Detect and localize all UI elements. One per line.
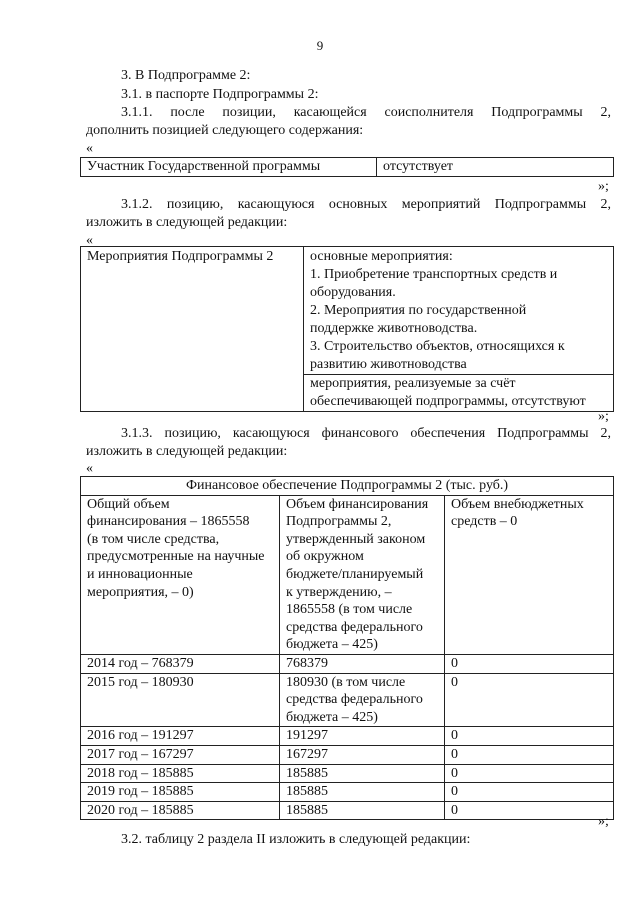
section-3-heading: 3. В Подпрограмме 2: (121, 68, 251, 83)
finance-year-budget-cell (280, 764, 445, 783)
finance-total-line: финансирования – 1865558 (87, 514, 250, 530)
finance-budget-line: бюджета – 425) (286, 637, 378, 653)
finance-year-cell: 2018 год – 185885 (81, 764, 280, 783)
section-3-1-2-text: 3.1.2. позицию, касающуюся основных мероприятий Подпрограммы 2, (121, 197, 611, 212)
activities-line: 1. Приобретение транспортных средств и (310, 267, 558, 282)
section-3-1-3-text: 3.1.3. позицию, касающуюся финансового обеспечения Подпрограммы 2, (121, 426, 611, 441)
finance-year-row (81, 745, 614, 764)
finance-year-budget-cell (280, 801, 445, 820)
finance-budget-line: к утверждению, – (286, 584, 392, 600)
open-quote: « (86, 233, 93, 248)
finance-budget-line: Объем финансирования (286, 496, 429, 512)
finance-year-cell: 2020 год – 185885 (81, 801, 280, 820)
finance-table (80, 476, 614, 820)
finance-total-line: и инновационные (87, 566, 193, 582)
finance-table-title: Финансовое обеспечение Подпрограммы 2 (тыс. руб.) (81, 477, 614, 496)
activities-table (80, 246, 614, 412)
finance-total-cell (81, 495, 280, 654)
activities-line: 2. Мероприятия по государственной (310, 303, 527, 318)
activities-extra-line: обеспечивающей подпрограммы, отсутствуют (310, 394, 586, 409)
finance-year-extra-cell: 0 (445, 673, 614, 727)
finance-year-row (81, 783, 614, 802)
finance-total-line: предусмотренные на научные (87, 549, 265, 565)
finance-year-extra-cell: 0 (445, 801, 614, 820)
finance-year-cell: 2017 год – 167297 (81, 745, 280, 764)
finance-year-budget-cell (280, 654, 445, 673)
section-3-1-1-text-cont: дополнить позицией следующего содержания: (86, 123, 364, 138)
finance-year-budget-line: 191297 (286, 728, 328, 744)
participant-value: отсутствует (377, 158, 614, 177)
finance-year-extra-cell: 0 (445, 783, 614, 802)
activities-line: оборудования. (310, 285, 396, 300)
activities-line: поддержке животноводства. (310, 321, 478, 336)
participant-table (80, 157, 614, 177)
finance-year-row (81, 801, 614, 820)
finance-year-budget-cell (280, 745, 445, 764)
finance-budget-line: утвержденный законом (286, 531, 426, 547)
finance-year-extra-cell: 0 (445, 654, 614, 673)
section-3-1-2-text-cont: изложить в следующей редакции: (86, 215, 288, 230)
finance-extrabudget-line: средств – 0 (451, 514, 518, 530)
finance-year-extra-cell: 0 (445, 727, 614, 746)
activities-extra-line: мероприятия, реализуемые за счёт (310, 376, 516, 391)
finance-total-line: Общий объем (87, 496, 170, 512)
finance-budget-line: Подпрограммы 2, (286, 514, 392, 530)
finance-year-extra-cell: 0 (445, 764, 614, 783)
activities-extra (304, 374, 613, 411)
section-3-1-1-text: 3.1.1. после позиции, касающейся соисполнителя Подпрограммы 2, (121, 105, 611, 120)
finance-year-budget-line: 167297 (286, 746, 328, 762)
finance-total-line: мероприятия, – 0) (87, 584, 194, 600)
close-quote: »; (598, 409, 609, 424)
finance-year-budget-line: средства федерального (286, 692, 423, 708)
finance-year-budget-line: 180930 (в том числе (286, 674, 406, 690)
finance-year-budget-line: 768379 (286, 655, 328, 671)
finance-year-row (81, 727, 614, 746)
close-quote: »; (598, 179, 609, 194)
finance-year-cell: 2019 год – 185885 (81, 783, 280, 802)
finance-year-cell: 2014 год – 768379 (81, 654, 280, 673)
finance-budget-line: средства федерального (286, 619, 423, 635)
close-quote: »; (598, 814, 609, 829)
finance-year-budget-cell (280, 783, 445, 802)
finance-year-row (81, 764, 614, 783)
finance-budget-line: 1865558 (в том числе (286, 602, 413, 618)
section-3-1-heading: 3.1. в паспорте Подпрограммы 2: (121, 87, 319, 102)
open-quote: « (86, 141, 93, 156)
finance-year-row (81, 673, 614, 727)
finance-year-budget-cell (280, 673, 445, 727)
activities-label: Мероприятия Подпрограммы 2 (81, 247, 304, 412)
finance-year-extra-cell: 0 (445, 745, 614, 764)
section-3-2-text: 3.2. таблицу 2 раздела II изложить в следующей редакции: (121, 832, 471, 847)
page-number: 9 (316, 38, 324, 53)
finance-budget-line: бюджете/планируемый (286, 566, 424, 582)
activities-line: развитию животноводства (310, 357, 467, 372)
finance-year-budget-line: 185885 (286, 802, 328, 818)
finance-year-cell: 2015 год – 180930 (81, 673, 280, 727)
finance-year-rows (81, 654, 614, 819)
activities-line: 3. Строительство объектов, относящихся к (310, 339, 565, 354)
finance-budget-cell (280, 495, 445, 654)
finance-year-row (81, 654, 614, 673)
finance-extrabudget-line: Объем внебюджетных (451, 496, 584, 512)
finance-year-cell: 2016 год – 191297 (81, 727, 280, 746)
finance-year-budget-cell (280, 727, 445, 746)
activities-line: основные мероприятия: (310, 249, 453, 264)
open-quote: « (86, 461, 93, 476)
finance-year-budget-line: 185885 (286, 765, 328, 781)
finance-budget-line: об окружном (286, 549, 364, 565)
finance-total-line: (в том числе средства, (87, 531, 220, 547)
finance-year-budget-line: бюджета – 425) (286, 709, 378, 725)
finance-extrabudget-cell (445, 495, 614, 654)
finance-year-budget-line: 185885 (286, 784, 328, 800)
participant-label: Участник Государственной программы (81, 158, 377, 177)
activities-content (304, 247, 614, 412)
section-3-1-3-text-cont: изложить в следующей редакции: (86, 444, 288, 459)
